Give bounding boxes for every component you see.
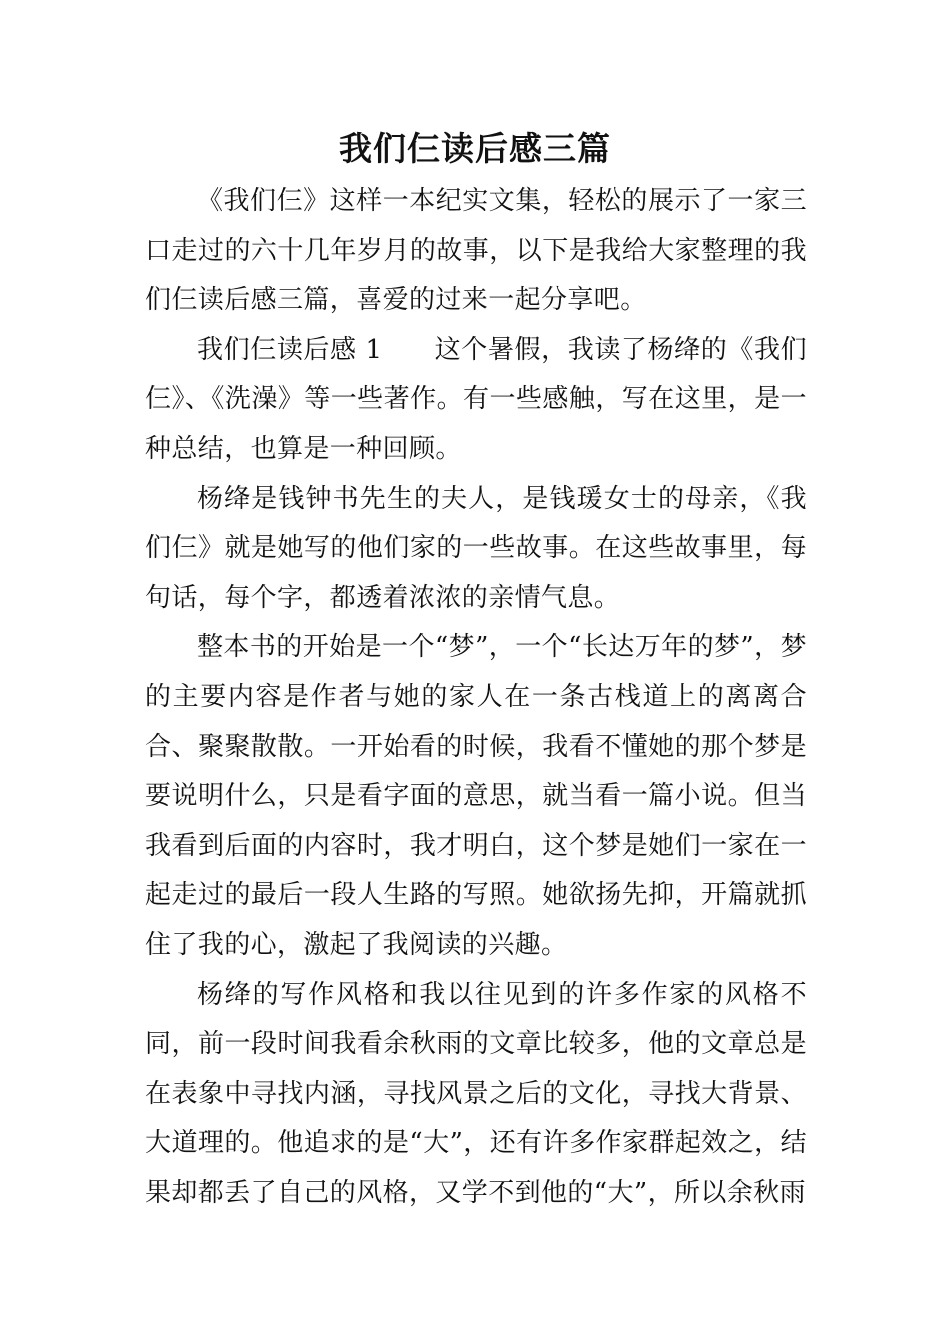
body-paragraph: 杨绛的写作风格和我以往见到的许多作家的风格不同，前一段时间我看余秋雨的文章比较多，他的文章总是在表象中寻找内涵，寻找风景之后的文化，寻找大背景、大道理的。他追求的是“大”，还有许多作家群起效之，结果却都丢了自己的风格，又学不到他的“大”，所以余秋雨 (145, 979, 807, 1208)
section-1-text: 这个暑假，我读了杨绛的《我们仨》、《洗澡》等一些著作。有一些感触，写在这里，是一种总结，也算是一种回顾。 (145, 334, 807, 464)
intro-paragraph: 《我们仨》这样一本纪实文集，轻松的展示了一家三口走过的六十几年岁月的故事，以下是我给大家整理的我们仨读后感三篇，喜爱的过来一起分享吧。 (145, 186, 807, 316)
section-1-heading: 我们仨读后感 1 (197, 334, 383, 365)
body-paragraph: 杨绛是钱钟书先生的夫人，是钱瑗女士的母亲，《我们仨》就是她写的他们家的一些故事。在这些故事里，每句话，每个字，都透着浓浓的亲情气息。 (145, 483, 807, 613)
document-title: 我们仨读后感三篇 (339, 129, 611, 168)
section-1-paragraph (145, 326, 807, 475)
document-body (145, 177, 807, 1218)
body-paragraph: 整本书的开始是一个“梦”，一个“长达万年的梦”，梦的主要内容是作者与她的家人在一条古栈道上的离离合合、聚聚散散。一开始看的时候，我看不懂她的那个梦是要说明什么，只是看字面的意思，就当看一篇小说。但当我看到后面的内容时，我才明白，这个梦是她们一家在一起走过的最后一段人生路的写照。她欲扬先抑，开篇就抓住了我的心，激起了我阅读的兴趣。 (145, 632, 807, 960)
